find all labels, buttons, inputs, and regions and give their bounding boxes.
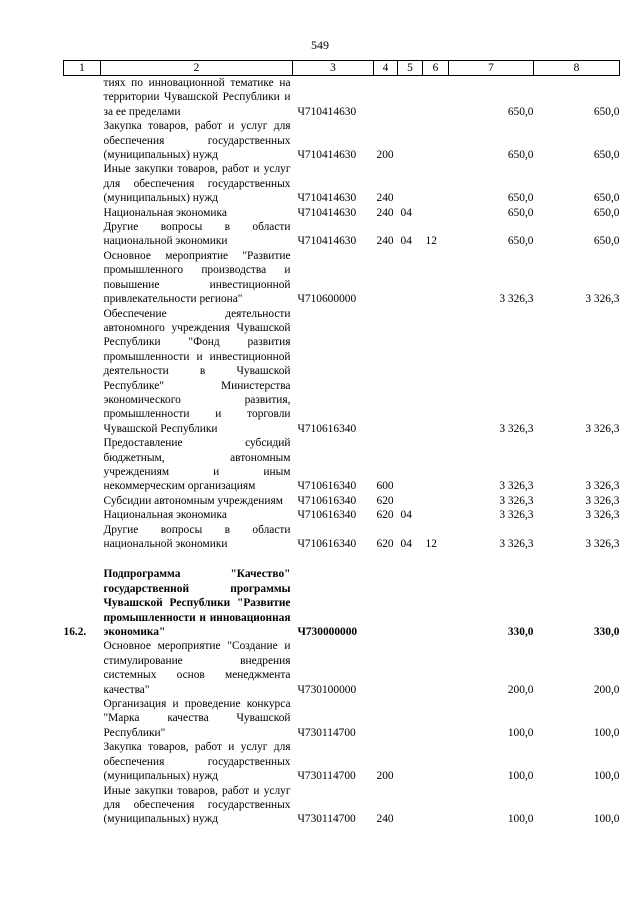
row-subsection [423, 494, 449, 508]
row-number [64, 162, 101, 205]
row-amount-1: 650,0 [507, 105, 534, 118]
table-row [64, 206, 620, 220]
row-code: Ч730114700 [297, 770, 356, 783]
row-expense-type: 240 [376, 192, 394, 205]
table-row [64, 307, 620, 437]
row-amount-2: 650,0 [593, 206, 620, 219]
table-row [64, 697, 620, 740]
table-row [64, 523, 620, 552]
row-number: 16.2. [63, 626, 87, 639]
table-row [64, 567, 620, 639]
row-expense-type: 620 [376, 509, 394, 522]
row-expense-type [374, 249, 398, 307]
header-col-4: 4 [374, 61, 398, 76]
row-number [64, 697, 101, 740]
row-expense-type: 240 [376, 813, 394, 826]
row-amount-1: 3 326,3 [499, 538, 534, 550]
row-code: Ч710616340 [297, 538, 357, 550]
row-expense-type: 620 [376, 538, 394, 550]
row-subsection [423, 784, 449, 827]
row-section [398, 784, 423, 827]
table-row [64, 220, 620, 249]
row-name: Национальная экономика [103, 509, 227, 522]
row-section [398, 436, 423, 494]
row-amount-1: 650,0 [507, 149, 534, 162]
row-expense-type: 200 [376, 149, 394, 162]
row-subsection [423, 76, 449, 120]
row-subsection [423, 508, 449, 522]
row-subsection [423, 639, 449, 697]
row-amount-2: 3 326,3 [585, 422, 620, 435]
header-row [64, 61, 620, 76]
row-code: Ч710414630 [297, 235, 357, 248]
table-row [64, 740, 620, 783]
row-amount-1: 100,0 [507, 726, 534, 739]
row-expense-type: 200 [376, 770, 394, 783]
header-col-6: 6 [423, 61, 449, 76]
row-subsection [423, 567, 449, 639]
row-number [64, 639, 101, 697]
row-number [64, 249, 101, 307]
table-body [64, 76, 620, 827]
row-section [398, 494, 423, 508]
row-code: Ч710414630 [297, 149, 357, 162]
row-amount-2: 650,0 [593, 235, 620, 248]
table-row [64, 784, 620, 827]
row-subsection [423, 307, 449, 437]
row-subsection [423, 162, 449, 205]
row-code: Ч710414630 [297, 105, 357, 118]
row-amount-1: 650,0 [507, 192, 534, 205]
row-name: Иные закупки товаров, работ и услуг для обеспечения государственных (муниципальных) нужд [103, 163, 291, 205]
row-amount-1: 650,0 [507, 206, 534, 219]
row-section [398, 697, 423, 740]
row-number [64, 494, 101, 508]
row-amount-2: 650,0 [593, 192, 620, 205]
row-amount-1: 100,0 [507, 770, 534, 783]
row-expense-type [374, 307, 398, 437]
row-name: Другие вопросы в области национальной экономики [103, 523, 291, 550]
row-amount-1: 3 326,3 [499, 509, 534, 522]
row-section [398, 740, 423, 783]
row-section [398, 307, 423, 437]
row-amount-2: 3 326,3 [585, 293, 620, 306]
row-code: Ч710600000 [297, 293, 357, 306]
row-subsection: 12 [425, 538, 437, 550]
header-col-1: 1 [64, 61, 101, 76]
row-expense-type: 240 [376, 206, 394, 219]
row-section: 04 [400, 509, 412, 522]
row-number [64, 76, 101, 120]
row-code: Ч710616340 [297, 509, 357, 522]
row-name: Подпрограмма "Качество" государственной программы Чувашской Республики "Развитие промышленности и инновационная экономика" [103, 568, 291, 639]
row-amount-2: 100,0 [593, 770, 620, 783]
row-subsection [423, 206, 449, 220]
row-name: Закупка товаров, работ и услуг для обеспечения государственных (муниципальных) нужд [103, 741, 291, 783]
row-number [64, 784, 101, 827]
row-amount-1: 100,0 [507, 813, 534, 826]
row-name: Организация и проведение конкурса "Марка качества Чувашской Республики" [103, 698, 291, 739]
row-expense-type: 600 [376, 480, 394, 493]
row-spacer [64, 551, 620, 567]
table-row [64, 508, 620, 522]
row-name: Основное мероприятие "Развитие промышленного производства и повышение инвестиционной привлекательности региона" [103, 249, 291, 306]
header-col-7: 7 [449, 61, 534, 76]
row-number [64, 119, 101, 162]
row-amount-2: 100,0 [593, 726, 620, 739]
table-row [64, 76, 620, 120]
row-expense-type [374, 76, 398, 120]
row-amount-1: 3 326,3 [499, 293, 534, 306]
row-section [398, 567, 423, 639]
row-name: Предоставление субсидий бюджетным, автономным учреждениям и иным некоммерческим организациям [103, 437, 291, 493]
row-number [64, 508, 101, 522]
row-amount-2: 3 326,3 [585, 494, 620, 507]
header-col-3: 3 [293, 61, 374, 76]
row-section [398, 249, 423, 307]
row-amount-2: 200,0 [593, 683, 620, 696]
row-number [64, 740, 101, 783]
row-name: Иные закупки товаров, работ и услуг для обеспечения государственных (муниципальных) нужд [103, 784, 291, 826]
row-name: Другие вопросы в области национальной экономики [103, 221, 291, 248]
row-number [64, 220, 101, 249]
row-number [64, 436, 101, 494]
row-amount-2: 650,0 [593, 105, 620, 118]
row-expense-type [374, 697, 398, 740]
row-amount-1: 3 326,3 [499, 422, 534, 435]
table-row [64, 249, 620, 307]
row-subsection [423, 436, 449, 494]
row-code: Ч730114700 [297, 726, 356, 739]
row-amount-1: 3 326,3 [499, 480, 534, 493]
row-name: Закупка товаров, работ и услуг для обеспечения государственных (муниципальных) нужд [103, 120, 291, 162]
row-amount-2: 3 326,3 [585, 509, 620, 522]
budget-table [63, 60, 620, 827]
row-amount-2: 3 326,3 [585, 480, 620, 493]
row-expense-type: 620 [376, 494, 394, 507]
row-number [64, 206, 101, 220]
row-section [398, 119, 423, 162]
table-row [64, 162, 620, 205]
row-name: Обеспечение деятельности автономного учреждения Чувашской Республики "Фонд развития промышленности и инвестиционной деятельности в Чувашской Республике" Министерства экономического развития, промышленности и торговли Чувашской Республики [103, 307, 291, 435]
page-number: 549 [311, 38, 329, 52]
row-expense-type: 240 [376, 235, 394, 248]
table-row [64, 494, 620, 508]
row-amount-2: 650,0 [593, 149, 620, 162]
row-amount-1: 3 326,3 [499, 494, 534, 507]
row-code: Ч730114700 [297, 813, 356, 826]
row-code: Ч730000000 [297, 626, 358, 639]
row-code: Ч710414630 [297, 206, 357, 219]
row-section [398, 639, 423, 697]
table-row [64, 639, 620, 697]
row-subsection: 12 [425, 235, 437, 248]
row-amount-1: 200,0 [507, 683, 534, 696]
row-name: Основное мероприятие "Создание и стимулирование внедрения системных основ менеджмента качества" [103, 640, 291, 696]
row-subsection [423, 249, 449, 307]
table-header [64, 61, 620, 76]
row-subsection [423, 740, 449, 783]
row-amount-1: 330,0 [507, 626, 534, 639]
row-code: Ч730100000 [297, 683, 357, 696]
row-code: Ч710616340 [297, 422, 357, 435]
row-amount-2: 100,0 [593, 813, 620, 826]
row-code: Ч710616340 [297, 480, 357, 493]
row-amount-2: 3 326,3 [585, 538, 620, 550]
row-name: тиях по инновационной тематике на территории Чувашской Республики и за ее пределами [103, 77, 291, 118]
row-name: Национальная экономика [103, 206, 227, 219]
header-col-2: 2 [101, 61, 293, 76]
table-row [64, 436, 620, 494]
row-spacer-cell [64, 551, 620, 567]
row-amount-1: 650,0 [507, 235, 534, 248]
row-number [64, 307, 101, 437]
row-code: Ч710616340 [297, 494, 357, 507]
row-section [398, 76, 423, 120]
row-code: Ч710414630 [297, 192, 357, 205]
row-name: Субсидии автономным учреждениям [103, 494, 283, 507]
row-amount-2: 330,0 [593, 626, 620, 639]
header-col-8: 8 [534, 61, 620, 76]
row-section: 04 [400, 538, 412, 550]
row-expense-type [374, 639, 398, 697]
row-subsection [423, 119, 449, 162]
header-col-5: 5 [398, 61, 423, 76]
row-subsection [423, 697, 449, 740]
table-row [64, 119, 620, 162]
row-number [64, 523, 101, 552]
row-section: 04 [400, 206, 412, 219]
row-expense-type [374, 567, 398, 639]
row-section: 04 [400, 235, 412, 248]
row-section [398, 162, 423, 205]
